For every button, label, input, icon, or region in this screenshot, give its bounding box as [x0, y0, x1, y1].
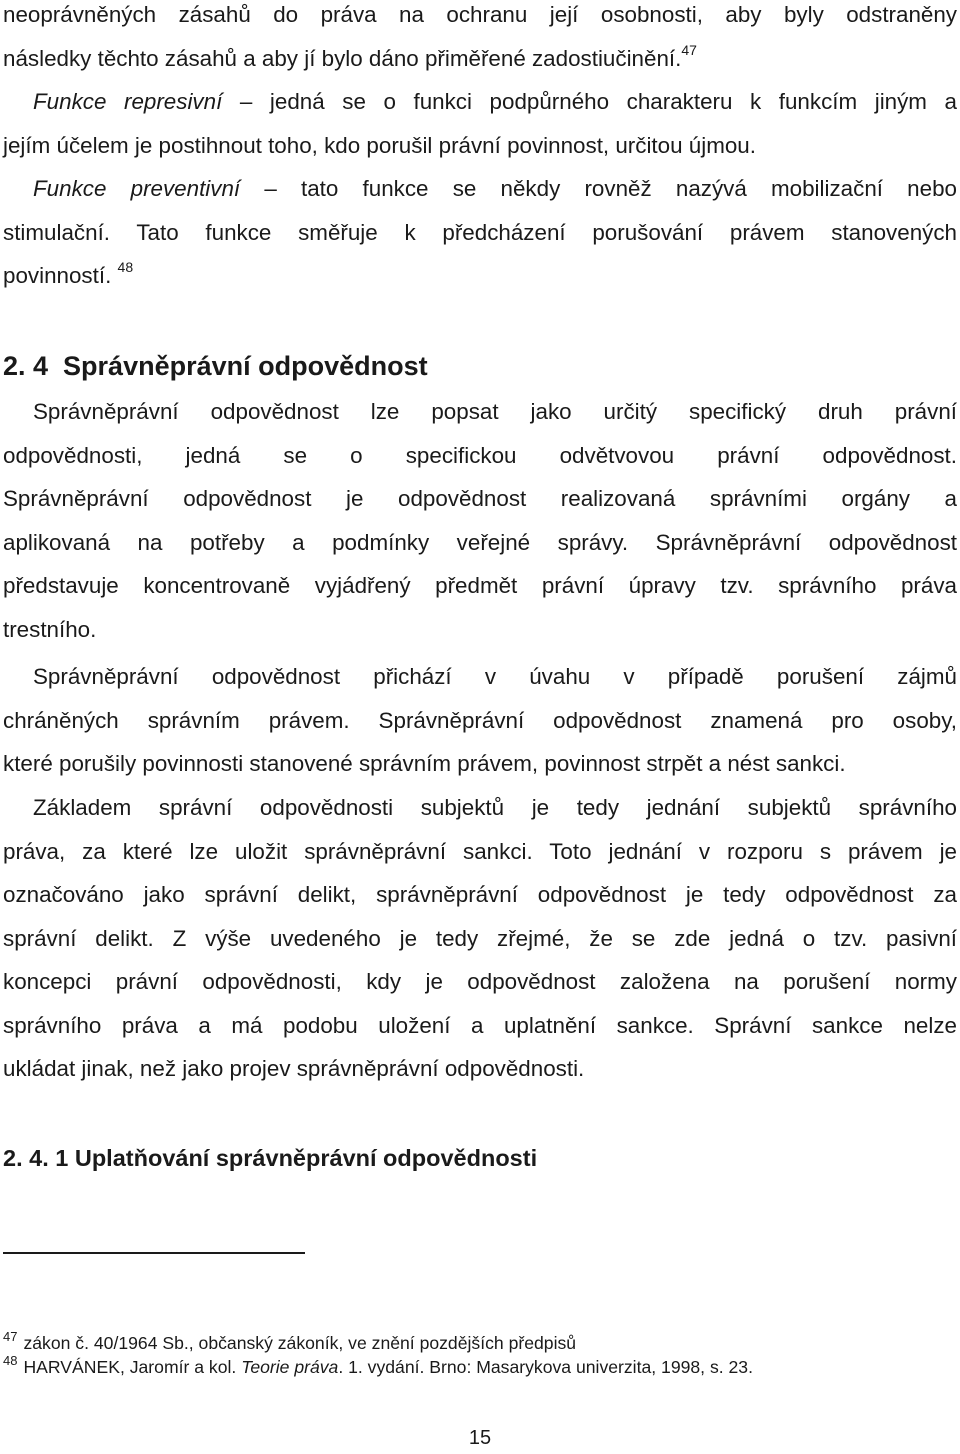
- footnote-ref-48: 48: [117, 259, 134, 275]
- text-line: práva, za které lze uložit správněprávní sankci. Toto jednání v rozporu s právem je: [3, 838, 957, 864]
- text-span: – tato funkce se někdy rovněž nazývá mobilizační nebo: [240, 176, 957, 201]
- paragraph-3: [3, 786, 957, 1091]
- text-line: správního práva a má podobu uložení a uplatnění sankce. Správní sankce nelze: [3, 1012, 957, 1038]
- text-line: [3, 37, 957, 81]
- text-line: Správněprávní odpovědnost přichází v úvahu v případě porušení zájmů: [33, 664, 957, 689]
- footnote-separator: [3, 1252, 305, 1254]
- footnote-47: [3, 1331, 576, 1355]
- text-line: aplikovaná na potřeby a podmínky veřejné správy. Správněprávní odpovědnost: [3, 529, 957, 555]
- text-line: stimulační. Tato funkce směřuje k předcházení porušování právem stanovených: [3, 219, 957, 245]
- term-repressive: Funkce represivní: [33, 89, 223, 114]
- text-line: odpovědnosti, jedná se o specifickou odvětvovou právní odpovědnost.: [3, 442, 957, 468]
- text-line: jejím účelem je postihnout toho, kdo porušil právní povinnost, určitou újmou.: [3, 132, 756, 158]
- text-span: – jedná se o funkci podpůrného charakteru k funkcím jiným a: [222, 89, 957, 114]
- page-number: 15: [468, 1427, 492, 1449]
- footnote-ref-47: 47: [681, 41, 697, 58]
- text-line: označováno jako správní delikt, správněprávní odpovědnost je tedy odpovědnost za: [3, 882, 957, 907]
- text-line: ukládat jinak, než jako projev správněprávní odpovědnosti.: [3, 1056, 585, 1081]
- paragraph-2: [3, 655, 957, 786]
- preventive-line: [3, 167, 957, 211]
- footnote-title: Teorie práva: [241, 1357, 339, 1377]
- paragraph-1: [3, 390, 957, 651]
- text-line: Správněprávní odpovědnost je odpovědnost realizovaná správními orgány a: [3, 486, 957, 511]
- footnote-number: 48: [3, 1353, 18, 1368]
- text-line: koncepci právní odpovědnosti, kdy je odpovědnost založena na porušení normy: [3, 969, 957, 994]
- section-heading: 2. 4 Správněprávní odpovědnost: [3, 351, 428, 381]
- text-line: neoprávněných zásahů do práva na ochranu její osobnosti, aby byly odstraněny: [3, 2, 957, 27]
- term-preventive: Funkce preventivní: [33, 176, 241, 201]
- text-line: Správněprávní odpovědnost lze popsat jako určitý specifický druh právní: [33, 399, 957, 424]
- footnote-text: zákon č. 40/1964 Sb., občanský zákoník, ve znění pozdějších předpisů: [23, 1333, 577, 1353]
- text-line: [3, 254, 957, 298]
- continuation-paragraph: [3, 0, 957, 298]
- repressive-line: [3, 80, 957, 124]
- footnote-author: HARVÁNEK, Jaromír a kol.: [23, 1357, 242, 1377]
- text-line: Základem správní odpovědnosti subjektů je tedy jednání subjektů správního: [33, 795, 957, 820]
- text-line: správní delikt. Z výše uvedeného je tedy zřejmé, že se zde jedná o tzv. pasivní: [3, 925, 957, 951]
- footnote-rest: . 1. vydání. Brno: Masarykova univerzita, 1998, s. 23.: [338, 1357, 753, 1377]
- subsection-heading: 2. 4. 1 Uplatňování správněprávní odpovědnosti: [3, 1145, 538, 1171]
- footnote-number: 47: [3, 1329, 18, 1344]
- footnote-48: [3, 1355, 753, 1379]
- text-span: následky těchto zásahů a aby jí bylo dáno přiměřené zadostiučinění.: [3, 45, 682, 71]
- text-line: představuje koncentrovaně vyjádřený předmět právní úpravy tzv. správního práva: [3, 573, 957, 598]
- text-line: trestního.: [3, 616, 97, 642]
- text-line: které porušily povinnosti stanovené správním právem, povinnost strpět a nést sankci.: [3, 751, 846, 776]
- text-line: chráněných správním právem. Správněprávní odpovědnost znamená pro osoby,: [3, 707, 957, 733]
- text-span: povinností.: [3, 263, 112, 288]
